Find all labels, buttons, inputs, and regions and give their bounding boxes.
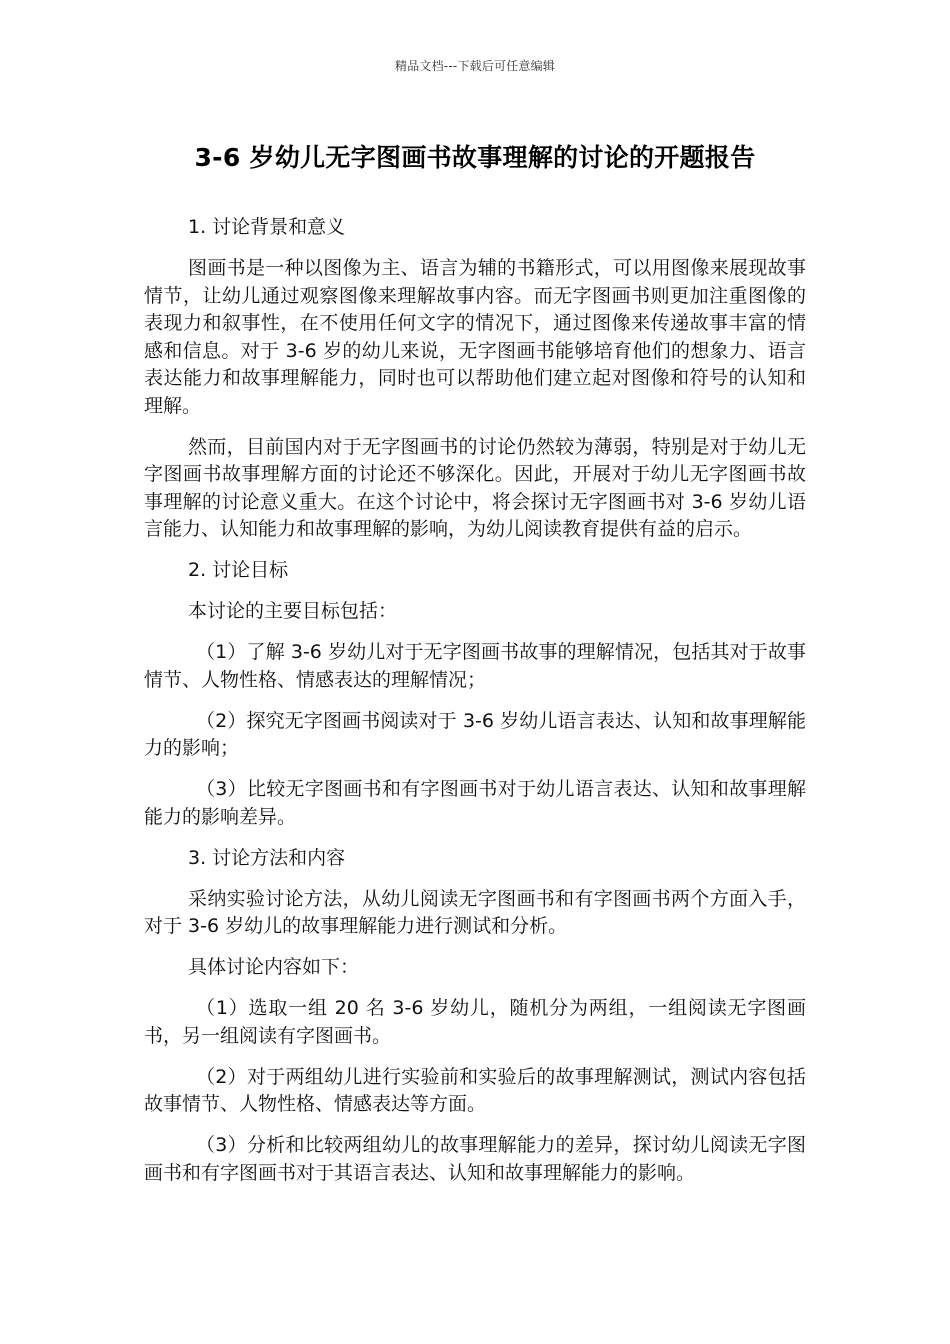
method-item-2: （2）对于两组幼儿进行实验前和实验后的故事理解测试，测试内容包括故事情节、人物性格、情感表达等方面。 [144, 1065, 806, 1115]
method-item-3: （3）分析和比较两组幼儿的故事理解能力的差异，探讨幼儿阅读无字图画书和有字图画书对于其语言表达、认知和故事理解能力的影响。 [144, 1134, 806, 1184]
paragraph-methods-1: 采纳实验讨论方法，从幼儿阅读无字图画书和有字图画书两个方面入手，对于 3-6 岁幼儿的故事理解能力进行测试和分析。 [144, 887, 806, 937]
method-item-1: （1）选取一组 20 名 3-6 岁幼儿，随机分为两组，一组阅读无字图画书，另一组阅读有字图画书。 [144, 997, 806, 1047]
paragraph-methods-intro: 具体讨论内容如下： [188, 956, 360, 978]
section-heading-methods: 3. 讨论方法和内容 [188, 846, 346, 869]
paragraph-background-2: 然而，目前国内对于无字图画书的讨论仍然较为薄弱，特别是对于幼儿无字图画书故事理解方面的讨论还不够深化。因此，开展对于幼儿无字图画书故事理解的讨论意义重大。在这个讨论中，将会探讨无字图画书对 3-6 岁幼儿语言能力、认知能力和故事理解的影响，为幼儿阅读教育提供有益的启示。 [144, 435, 806, 540]
section-heading-background: 1. 讨论背景和意义 [188, 216, 346, 238]
paragraph-goals-intro: 本讨论的主要目标包括： [188, 600, 398, 622]
header-note: 精品文档---下载后可任意编辑 [395, 59, 555, 73]
goal-item-3: （3）比较无字图画书和有字图画书对于幼儿语言表达、认知和故事理解能力的影响差异。 [144, 778, 806, 828]
goal-item-2: （2）探究无字图画书阅读对于 3-6 岁幼儿语言表达、认知和故事理解能力的影响； [144, 709, 806, 759]
goal-item-1: （1）了解 3-6 岁幼儿对于无字图画书故事的理解情况，包括其对于故事情节、人物性格、情感表达的理解情况； [144, 641, 806, 691]
paragraph-background-1: 图画书是一种以图像为主、语言为辅的书籍形式，可以用图像来展现故事情节，让幼儿通过观察图像来理解故事内容。而无字图画书则更加注重图像的表现力和叙事性，在不使用任何文字的情况下，通过图像来传递故事丰富的情感和信息。对于 3-6 岁的幼儿来说，无字图画书能够培育他们的想象力、语言表达能力和故事理解能力，同时也可以帮助他们建立起对图像和符号的认知和理解。 [144, 257, 806, 417]
document-body [144, 214, 806, 1201]
document-title: 3-6 岁幼儿无字图画书故事理解的讨论的开题报告 [194, 143, 756, 172]
section-heading-goals: 2. 讨论目标 [188, 559, 289, 581]
